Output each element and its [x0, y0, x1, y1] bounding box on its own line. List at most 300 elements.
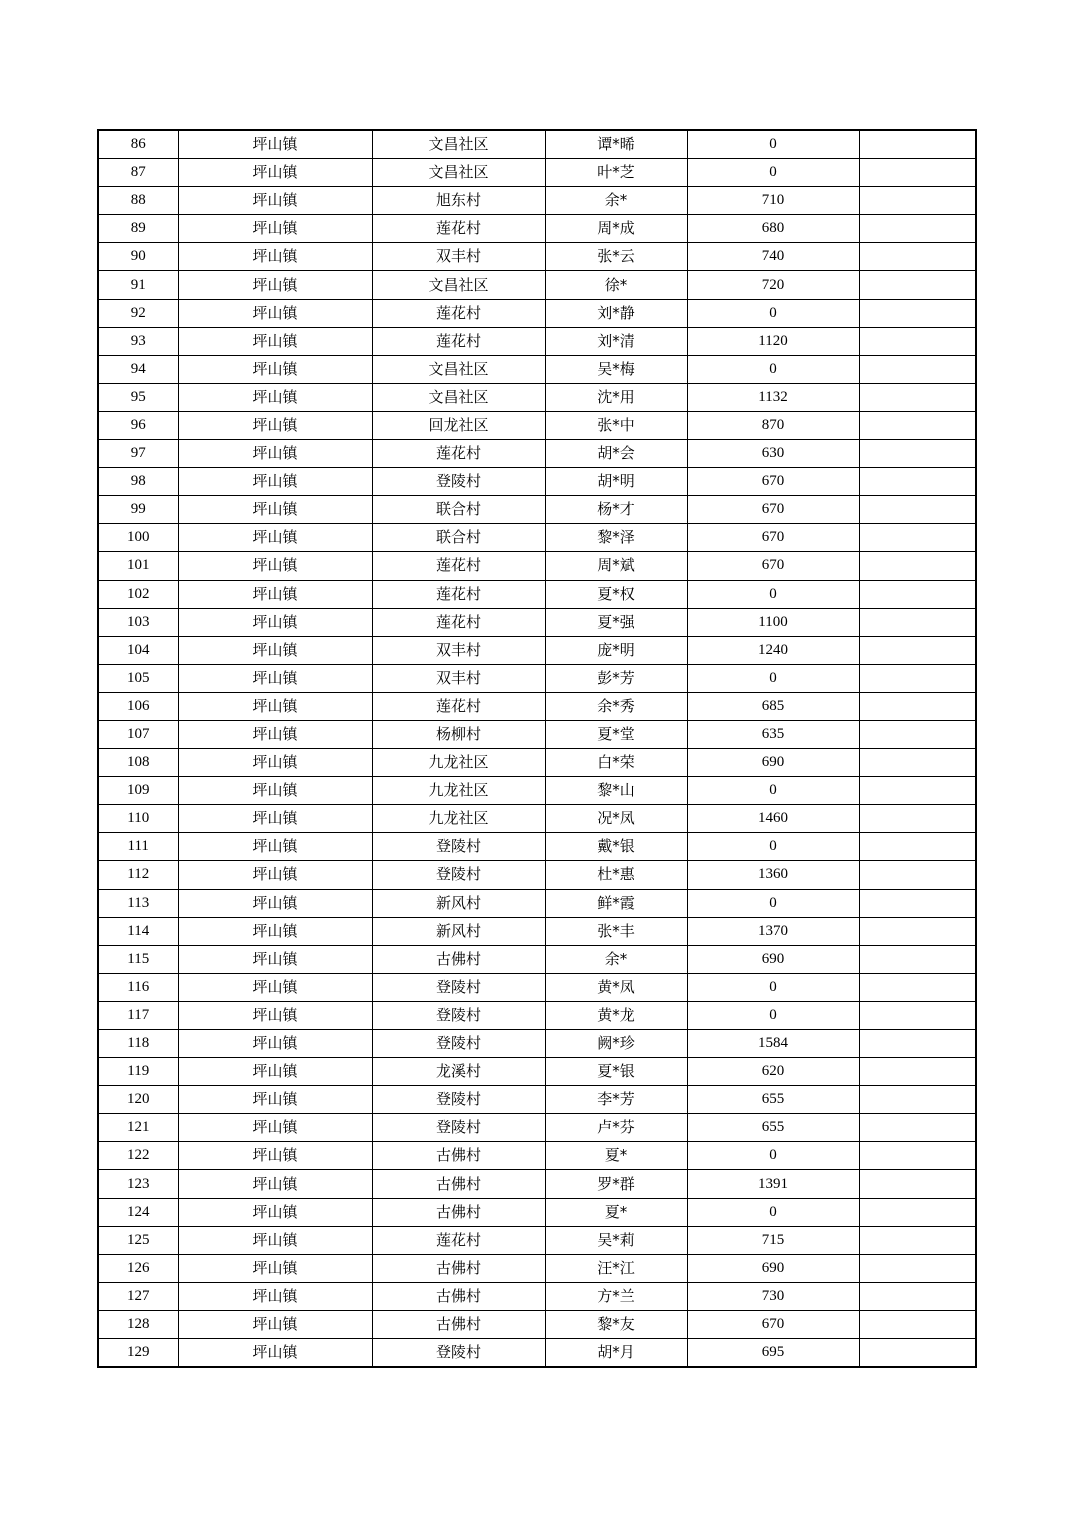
row-number-cell: 113 [98, 889, 178, 917]
name-cell: 黎*友 [545, 1310, 687, 1338]
table-row [98, 1198, 976, 1226]
amount-cell: 0 [687, 664, 859, 692]
note-cell [859, 973, 976, 1001]
amount-cell: 670 [687, 552, 859, 580]
town-cell: 坪山镇 [178, 720, 372, 748]
name-cell: 张*中 [545, 411, 687, 439]
table-row [98, 243, 976, 271]
table-row [98, 917, 976, 945]
note-cell [859, 1226, 976, 1254]
note-cell [859, 749, 976, 777]
town-cell: 坪山镇 [178, 299, 372, 327]
village-cell: 联合村 [372, 524, 545, 552]
village-cell: 莲花村 [372, 552, 545, 580]
amount-cell: 670 [687, 468, 859, 496]
town-cell: 坪山镇 [178, 1114, 372, 1142]
row-number-cell: 121 [98, 1114, 178, 1142]
town-cell: 坪山镇 [178, 1310, 372, 1338]
note-cell [859, 327, 976, 355]
amount-cell: 1391 [687, 1170, 859, 1198]
name-cell: 罗*群 [545, 1170, 687, 1198]
table-row [98, 720, 976, 748]
name-cell: 庞*明 [545, 636, 687, 664]
row-number-cell: 122 [98, 1142, 178, 1170]
town-cell: 坪山镇 [178, 383, 372, 411]
town-cell: 坪山镇 [178, 468, 372, 496]
town-cell: 坪山镇 [178, 411, 372, 439]
note-cell [859, 777, 976, 805]
amount-cell: 1370 [687, 917, 859, 945]
amount-cell: 715 [687, 1226, 859, 1254]
table-row [98, 496, 976, 524]
table-row [98, 130, 976, 159]
note-cell [859, 580, 976, 608]
amount-cell: 0 [687, 1198, 859, 1226]
name-cell: 吴*莉 [545, 1226, 687, 1254]
table-row [98, 1254, 976, 1282]
row-number-cell: 98 [98, 468, 178, 496]
table-row [98, 411, 976, 439]
amount-cell: 690 [687, 1254, 859, 1282]
note-cell [859, 1254, 976, 1282]
village-cell: 莲花村 [372, 608, 545, 636]
row-number-cell: 92 [98, 299, 178, 327]
amount-cell: 0 [687, 1142, 859, 1170]
name-cell: 夏*权 [545, 580, 687, 608]
village-cell: 九龙社区 [372, 749, 545, 777]
row-number-cell: 88 [98, 187, 178, 215]
row-number-cell: 124 [98, 1198, 178, 1226]
amount-cell: 670 [687, 496, 859, 524]
row-number-cell: 90 [98, 243, 178, 271]
table-row [98, 692, 976, 720]
table-row [98, 215, 976, 243]
row-number-cell: 129 [98, 1339, 178, 1368]
row-number-cell: 112 [98, 861, 178, 889]
note-cell [859, 440, 976, 468]
town-cell: 坪山镇 [178, 1226, 372, 1254]
note-cell [859, 636, 976, 664]
row-number-cell: 93 [98, 327, 178, 355]
village-cell: 古佛村 [372, 1198, 545, 1226]
table-row [98, 889, 976, 917]
note-cell [859, 552, 976, 580]
note-cell [859, 215, 976, 243]
note-cell [859, 1310, 976, 1338]
note-cell [859, 355, 976, 383]
village-cell: 双丰村 [372, 243, 545, 271]
table-row [98, 1114, 976, 1142]
name-cell: 戴*银 [545, 833, 687, 861]
row-number-cell: 110 [98, 805, 178, 833]
row-number-cell: 126 [98, 1254, 178, 1282]
row-number-cell: 120 [98, 1086, 178, 1114]
amount-cell: 630 [687, 440, 859, 468]
name-cell: 刘*静 [545, 299, 687, 327]
row-number-cell: 91 [98, 271, 178, 299]
town-cell: 坪山镇 [178, 580, 372, 608]
town-cell: 坪山镇 [178, 187, 372, 215]
note-cell [859, 1282, 976, 1310]
note-cell [859, 861, 976, 889]
table-row [98, 973, 976, 1001]
row-number-cell: 99 [98, 496, 178, 524]
village-cell: 莲花村 [372, 215, 545, 243]
name-cell: 黎*泽 [545, 524, 687, 552]
table-row [98, 1226, 976, 1254]
row-number-cell: 105 [98, 664, 178, 692]
village-cell: 旭东村 [372, 187, 545, 215]
village-cell: 登陵村 [372, 973, 545, 1001]
amount-cell: 0 [687, 299, 859, 327]
row-number-cell: 103 [98, 608, 178, 636]
row-number-cell: 107 [98, 720, 178, 748]
town-cell: 坪山镇 [178, 1058, 372, 1086]
name-cell: 叶*芝 [545, 159, 687, 187]
amount-cell: 635 [687, 720, 859, 748]
town-cell: 坪山镇 [178, 889, 372, 917]
name-cell: 卢*芬 [545, 1114, 687, 1142]
town-cell: 坪山镇 [178, 1086, 372, 1114]
note-cell [859, 917, 976, 945]
town-cell: 坪山镇 [178, 664, 372, 692]
note-cell [859, 1001, 976, 1029]
amount-cell: 680 [687, 215, 859, 243]
note-cell [859, 496, 976, 524]
town-cell: 坪山镇 [178, 327, 372, 355]
amount-cell: 1360 [687, 861, 859, 889]
name-cell: 李*芳 [545, 1086, 687, 1114]
row-number-cell: 97 [98, 440, 178, 468]
name-cell: 沈*用 [545, 383, 687, 411]
roster-table-body [98, 130, 976, 1367]
amount-cell: 0 [687, 1001, 859, 1029]
name-cell: 胡*月 [545, 1339, 687, 1368]
town-cell: 坪山镇 [178, 243, 372, 271]
village-cell: 回龙社区 [372, 411, 545, 439]
name-cell: 夏*堂 [545, 720, 687, 748]
name-cell: 方*兰 [545, 1282, 687, 1310]
table-row [98, 1086, 976, 1114]
town-cell: 坪山镇 [178, 1170, 372, 1198]
name-cell: 白*荣 [545, 749, 687, 777]
note-cell [859, 1170, 976, 1198]
village-cell: 新风村 [372, 917, 545, 945]
village-cell: 新风村 [372, 889, 545, 917]
row-number-cell: 117 [98, 1001, 178, 1029]
town-cell: 坪山镇 [178, 692, 372, 720]
town-cell: 坪山镇 [178, 159, 372, 187]
table-row [98, 1058, 976, 1086]
town-cell: 坪山镇 [178, 440, 372, 468]
village-cell: 文昌社区 [372, 130, 545, 159]
row-number-cell: 101 [98, 552, 178, 580]
table-row [98, 552, 976, 580]
town-cell: 坪山镇 [178, 1001, 372, 1029]
row-number-cell: 127 [98, 1282, 178, 1310]
amount-cell: 655 [687, 1114, 859, 1142]
village-cell: 登陵村 [372, 861, 545, 889]
name-cell: 况*凤 [545, 805, 687, 833]
village-cell: 九龙社区 [372, 777, 545, 805]
note-cell [859, 299, 976, 327]
town-cell: 坪山镇 [178, 1142, 372, 1170]
town-cell: 坪山镇 [178, 917, 372, 945]
row-number-cell: 87 [98, 159, 178, 187]
village-cell: 莲花村 [372, 580, 545, 608]
village-cell: 古佛村 [372, 1170, 545, 1198]
name-cell: 阙*珍 [545, 1030, 687, 1058]
note-cell [859, 833, 976, 861]
table-row [98, 524, 976, 552]
note-cell [859, 271, 976, 299]
village-cell: 登陵村 [372, 468, 545, 496]
note-cell [859, 243, 976, 271]
town-cell: 坪山镇 [178, 524, 372, 552]
name-cell: 汪*江 [545, 1254, 687, 1282]
village-cell: 古佛村 [372, 1310, 545, 1338]
amount-cell: 685 [687, 692, 859, 720]
amount-cell: 870 [687, 411, 859, 439]
village-cell: 莲花村 [372, 327, 545, 355]
row-number-cell: 119 [98, 1058, 178, 1086]
name-cell: 谭*晞 [545, 130, 687, 159]
amount-cell: 710 [687, 187, 859, 215]
note-cell [859, 1030, 976, 1058]
table-row [98, 327, 976, 355]
town-cell: 坪山镇 [178, 749, 372, 777]
amount-cell: 690 [687, 749, 859, 777]
name-cell: 黄*凤 [545, 973, 687, 1001]
name-cell: 杨*才 [545, 496, 687, 524]
row-number-cell: 89 [98, 215, 178, 243]
village-cell: 联合村 [372, 496, 545, 524]
name-cell: 吴*梅 [545, 355, 687, 383]
note-cell [859, 468, 976, 496]
row-number-cell: 108 [98, 749, 178, 777]
village-cell: 双丰村 [372, 636, 545, 664]
amount-cell: 0 [687, 159, 859, 187]
village-cell: 登陵村 [372, 833, 545, 861]
village-cell: 登陵村 [372, 1339, 545, 1368]
name-cell: 周*成 [545, 215, 687, 243]
town-cell: 坪山镇 [178, 636, 372, 664]
amount-cell: 720 [687, 271, 859, 299]
note-cell [859, 805, 976, 833]
amount-cell: 670 [687, 524, 859, 552]
village-cell: 双丰村 [372, 664, 545, 692]
note-cell [859, 411, 976, 439]
note-cell [859, 159, 976, 187]
amount-cell: 0 [687, 973, 859, 1001]
table-row [98, 440, 976, 468]
note-cell [859, 1086, 976, 1114]
table-row [98, 945, 976, 973]
name-cell: 夏* [545, 1198, 687, 1226]
note-cell [859, 692, 976, 720]
town-cell: 坪山镇 [178, 130, 372, 159]
row-number-cell: 95 [98, 383, 178, 411]
note-cell [859, 1198, 976, 1226]
amount-cell: 0 [687, 889, 859, 917]
row-number-cell: 125 [98, 1226, 178, 1254]
amount-cell: 0 [687, 833, 859, 861]
town-cell: 坪山镇 [178, 777, 372, 805]
village-cell: 登陵村 [372, 1114, 545, 1142]
name-cell: 徐* [545, 271, 687, 299]
row-number-cell: 96 [98, 411, 178, 439]
name-cell: 黎*山 [545, 777, 687, 805]
town-cell: 坪山镇 [178, 1198, 372, 1226]
note-cell [859, 720, 976, 748]
town-cell: 坪山镇 [178, 833, 372, 861]
table-row [98, 1339, 976, 1368]
town-cell: 坪山镇 [178, 552, 372, 580]
name-cell: 彭*芳 [545, 664, 687, 692]
table-row [98, 636, 976, 664]
table-row [98, 805, 976, 833]
name-cell: 夏* [545, 1142, 687, 1170]
table-row [98, 271, 976, 299]
town-cell: 坪山镇 [178, 861, 372, 889]
table-row [98, 1030, 976, 1058]
row-number-cell: 109 [98, 777, 178, 805]
amount-cell: 0 [687, 580, 859, 608]
table-row [98, 159, 976, 187]
table-row [98, 664, 976, 692]
village-cell: 登陵村 [372, 1001, 545, 1029]
name-cell: 胡*会 [545, 440, 687, 468]
town-cell: 坪山镇 [178, 271, 372, 299]
table-row [98, 608, 976, 636]
town-cell: 坪山镇 [178, 1254, 372, 1282]
row-number-cell: 118 [98, 1030, 178, 1058]
row-number-cell: 102 [98, 580, 178, 608]
town-cell: 坪山镇 [178, 973, 372, 1001]
table-row [98, 299, 976, 327]
table-row [98, 1001, 976, 1029]
village-cell: 九龙社区 [372, 805, 545, 833]
note-cell [859, 1114, 976, 1142]
town-cell: 坪山镇 [178, 805, 372, 833]
note-cell [859, 383, 976, 411]
name-cell: 余* [545, 187, 687, 215]
village-cell: 古佛村 [372, 1254, 545, 1282]
note-cell [859, 1339, 976, 1368]
amount-cell: 0 [687, 130, 859, 159]
amount-cell: 740 [687, 243, 859, 271]
note-cell [859, 889, 976, 917]
row-number-cell: 128 [98, 1310, 178, 1338]
table-row [98, 1142, 976, 1170]
note-cell [859, 1058, 976, 1086]
amount-cell: 670 [687, 1310, 859, 1338]
table-row [98, 355, 976, 383]
town-cell: 坪山镇 [178, 215, 372, 243]
village-cell: 文昌社区 [372, 355, 545, 383]
note-cell [859, 1142, 976, 1170]
note-cell [859, 130, 976, 159]
name-cell: 余* [545, 945, 687, 973]
town-cell: 坪山镇 [178, 1030, 372, 1058]
row-number-cell: 94 [98, 355, 178, 383]
table-row [98, 777, 976, 805]
town-cell: 坪山镇 [178, 496, 372, 524]
table-row [98, 383, 976, 411]
name-cell: 张*云 [545, 243, 687, 271]
table-row [98, 833, 976, 861]
town-cell: 坪山镇 [178, 355, 372, 383]
name-cell: 张*丰 [545, 917, 687, 945]
village-cell: 莲花村 [372, 1226, 545, 1254]
note-cell [859, 524, 976, 552]
town-cell: 坪山镇 [178, 1339, 372, 1368]
note-cell [859, 608, 976, 636]
table-row [98, 861, 976, 889]
table-row [98, 1282, 976, 1310]
village-cell: 登陵村 [372, 1030, 545, 1058]
village-cell: 莲花村 [372, 299, 545, 327]
village-cell: 古佛村 [372, 945, 545, 973]
row-number-cell: 100 [98, 524, 178, 552]
table-row [98, 1310, 976, 1338]
village-cell: 登陵村 [372, 1086, 545, 1114]
amount-cell: 620 [687, 1058, 859, 1086]
amount-cell: 655 [687, 1086, 859, 1114]
town-cell: 坪山镇 [178, 608, 372, 636]
town-cell: 坪山镇 [178, 1282, 372, 1310]
amount-cell: 1240 [687, 636, 859, 664]
village-cell: 古佛村 [372, 1142, 545, 1170]
name-cell: 杜*惠 [545, 861, 687, 889]
name-cell: 夏*强 [545, 608, 687, 636]
table-row [98, 1170, 976, 1198]
note-cell [859, 187, 976, 215]
row-number-cell: 106 [98, 692, 178, 720]
amount-cell: 1100 [687, 608, 859, 636]
amount-cell: 1120 [687, 327, 859, 355]
name-cell: 刘*清 [545, 327, 687, 355]
row-number-cell: 123 [98, 1170, 178, 1198]
village-cell: 文昌社区 [372, 271, 545, 299]
row-number-cell: 115 [98, 945, 178, 973]
table-row [98, 580, 976, 608]
row-number-cell: 111 [98, 833, 178, 861]
name-cell: 夏*银 [545, 1058, 687, 1086]
amount-cell: 730 [687, 1282, 859, 1310]
name-cell: 余*秀 [545, 692, 687, 720]
note-cell [859, 664, 976, 692]
row-number-cell: 116 [98, 973, 178, 1001]
note-cell [859, 945, 976, 973]
village-cell: 文昌社区 [372, 383, 545, 411]
row-number-cell: 86 [98, 130, 178, 159]
town-cell: 坪山镇 [178, 945, 372, 973]
name-cell: 周*斌 [545, 552, 687, 580]
village-cell: 古佛村 [372, 1282, 545, 1310]
amount-cell: 1132 [687, 383, 859, 411]
row-number-cell: 114 [98, 917, 178, 945]
village-cell: 莲花村 [372, 692, 545, 720]
village-cell: 龙溪村 [372, 1058, 545, 1086]
table-row [98, 187, 976, 215]
village-cell: 文昌社区 [372, 159, 545, 187]
name-cell: 鲜*霞 [545, 889, 687, 917]
name-cell: 胡*明 [545, 468, 687, 496]
village-cell: 莲花村 [372, 440, 545, 468]
name-cell: 黄*龙 [545, 1001, 687, 1029]
amount-cell: 1584 [687, 1030, 859, 1058]
